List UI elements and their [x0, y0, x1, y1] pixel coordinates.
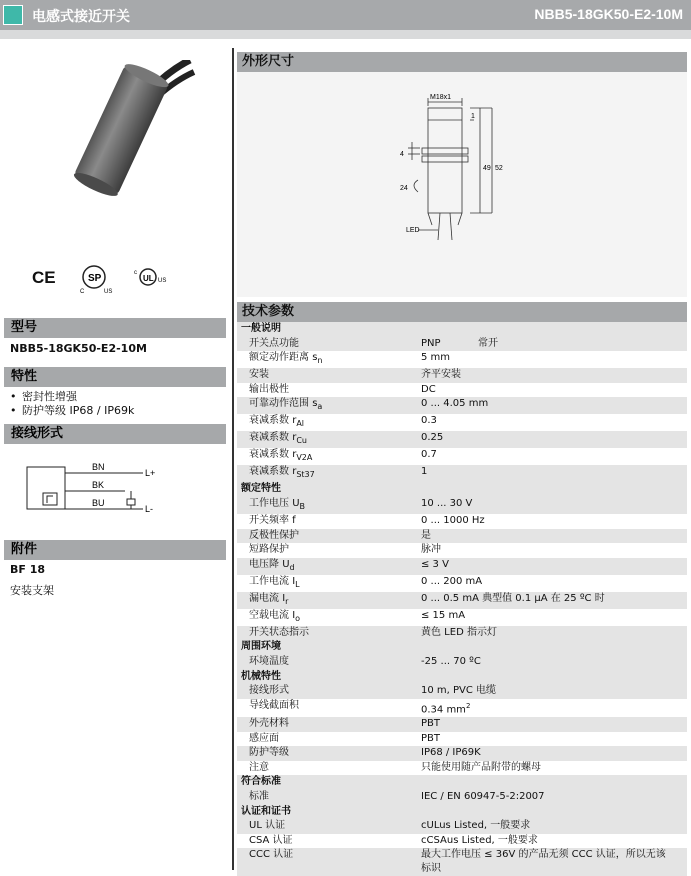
spec-row: [237, 761, 687, 776]
spec-value: [421, 732, 687, 747]
spec-key-text: 衰减系数: [249, 432, 289, 444]
spec-key-text: CCC 认证: [249, 849, 294, 861]
spec-table: [237, 322, 687, 876]
bu-label: BU: [92, 498, 105, 508]
spec-key: [237, 414, 421, 431]
brand-square-icon: [3, 5, 23, 25]
spec-value-text: 脉冲: [421, 544, 441, 556]
svg-text:c: c: [134, 270, 137, 276]
spec-value: [421, 414, 687, 431]
spec-symbol: r: [292, 432, 297, 444]
spec-key-text: 空载电流: [249, 609, 289, 621]
spec-key: [237, 351, 421, 368]
spec-symbol-sub: St37: [296, 470, 315, 480]
spec-row: [237, 819, 687, 834]
spec-key-text: 感应面: [249, 732, 279, 744]
spec-value: [421, 529, 687, 544]
spec-symbol-sub: d: [289, 562, 295, 572]
spec-key: [237, 497, 421, 514]
spec-symbol-sub: r: [285, 596, 289, 606]
spec-key-text: 注意: [249, 761, 269, 773]
spec-key-text: 反极性保护: [249, 529, 299, 541]
spec-group-row: [237, 482, 687, 497]
spec-value-text: 10 m, PVC 电缆: [421, 685, 497, 697]
spec-group-row: [237, 322, 687, 337]
spec-value: [421, 497, 687, 514]
spec-key: [237, 834, 421, 849]
spec-value-text: 10 ... 30 V: [421, 497, 473, 509]
spec-key: [237, 655, 421, 670]
bk-label: BK: [92, 480, 105, 490]
spec-key: [237, 790, 421, 805]
spec-row: [237, 609, 687, 626]
spec-value: [421, 834, 687, 849]
spec-value-text: PBT: [421, 732, 440, 744]
spec-value-text: IP68 / IP69K: [421, 747, 481, 759]
accessory-name: BF 18: [10, 563, 46, 576]
spec-group-row: [237, 775, 687, 790]
model-title: NBB5-18GK50-E2-10M: [534, 6, 683, 22]
spec-row: [237, 684, 687, 699]
model-value: NBB5-18GK50-E2-10M: [10, 342, 147, 355]
spec-key: [237, 609, 421, 626]
spec-group-label: 机械特性: [237, 670, 687, 685]
spec-symbol: r: [292, 466, 297, 478]
spec-row: [237, 790, 687, 805]
spec-symbol: U: [292, 497, 300, 509]
spec-row: [237, 626, 687, 641]
lminus-label: L-: [145, 504, 154, 514]
spec-value-text: cCSAus Listed, 一般要求: [421, 834, 538, 846]
spec-value-text: 0 ... 1000 Hz: [421, 514, 485, 526]
spec-key-text: 额定动作距离: [249, 352, 309, 364]
spec-symbol-sub: o: [295, 613, 301, 623]
spec-key-text: 短路保护: [249, 544, 289, 556]
spec-value-text: ≤ 3 V: [421, 558, 449, 570]
spec-symbol: s: [312, 398, 318, 410]
ul-mark-icon: [134, 266, 170, 288]
spec-value: [421, 819, 687, 834]
spec-row: [237, 431, 687, 448]
spec-row: [237, 699, 687, 717]
dimension-drawing: [380, 90, 510, 240]
spec-row: [237, 497, 687, 514]
spec-key-text: 工作电流: [249, 575, 289, 587]
spec-value-text: PNP: [421, 337, 441, 349]
spec-value: [421, 383, 687, 398]
svg-text:US: US: [104, 289, 113, 294]
spec-value: [421, 761, 687, 776]
spec-row: [237, 834, 687, 849]
spec-value-line2: 标识: [421, 863, 441, 875]
spec-key: [237, 337, 421, 352]
spec-key-text: 开关状态指示: [249, 626, 309, 638]
spec-value: [421, 397, 687, 414]
spec-value-text: cULus Listed, 一般要求: [421, 820, 531, 832]
spec-row: [237, 543, 687, 558]
spec-key: [237, 819, 421, 834]
spec-key-text: 安装: [249, 369, 269, 381]
wiring-diagram: [25, 455, 175, 520]
spec-row: [237, 746, 687, 761]
spec-row: [237, 351, 687, 368]
spec-value: [421, 699, 687, 717]
spec-symbol-sub: a: [317, 402, 323, 412]
spec-row: [237, 414, 687, 431]
spec-value: [421, 592, 687, 609]
spec-key: [237, 848, 421, 876]
spec-symbol: U: [282, 558, 290, 570]
spec-group-label: 一般说明: [237, 322, 687, 337]
spec-row: [237, 558, 687, 575]
spec-group-label: 额定特性: [237, 482, 687, 497]
spec-row: [237, 848, 687, 876]
spec-value: [421, 717, 687, 732]
lplus-label: L+: [145, 468, 156, 478]
spec-key-text: 防护等级: [249, 747, 289, 759]
dim-4-label: 4: [400, 151, 404, 158]
spec-row: [237, 717, 687, 732]
ce-mark-icon: CE: [32, 268, 56, 287]
spec-value-text: PBT: [421, 718, 440, 730]
spec-symbol-sub: V2A: [296, 453, 313, 463]
spec-symbol-sub: n: [317, 356, 323, 366]
spec-group-row: [237, 805, 687, 820]
spec-value-text: 最大工作电压 ≤ 36V 的产品无须 CCC 认证，所以无该: [421, 849, 666, 861]
column-divider: [232, 48, 234, 870]
spec-symbol: r: [292, 449, 297, 461]
spec-symbol: r: [292, 415, 297, 427]
spec-key: [237, 529, 421, 544]
dim-24-label: 24: [400, 185, 408, 192]
spec-value: [421, 848, 687, 876]
spec-row: [237, 448, 687, 465]
spec-row: [237, 337, 687, 352]
dim-52-label: 52: [495, 165, 503, 172]
spec-key: [237, 397, 421, 414]
spec-key-text: 衰减系数: [249, 415, 289, 427]
accessory-desc: 安装支架: [10, 584, 54, 597]
spec-key: [237, 558, 421, 575]
wiring-section-header: 接线形式: [4, 424, 226, 444]
spec-key: [237, 448, 421, 465]
spec-value: [421, 609, 687, 626]
spec-value: [421, 431, 687, 448]
spec-symbol: I: [292, 575, 296, 587]
feature-item: • 密封性增强: [10, 390, 77, 403]
spec-group-label: 周围环境: [237, 640, 687, 655]
spec-key-text: 工作电压: [249, 497, 289, 509]
spec-value-text: DC: [421, 383, 436, 395]
dim-m18-label: M18x1: [430, 94, 452, 101]
spec-value-text: -25 ... 70 ºC: [421, 655, 481, 667]
spec-value: [421, 684, 687, 699]
spec-symbol: I: [282, 592, 286, 604]
spec-value-text: 是: [421, 529, 431, 541]
spec-key: [237, 368, 421, 383]
feature-item: • 防护等级 IP68 / IP69k: [10, 404, 135, 417]
features-section-header: 特性: [4, 367, 226, 387]
bn-label: BN: [92, 462, 105, 472]
spec-value: [421, 575, 687, 592]
svg-text:UL: UL: [143, 274, 154, 283]
spec-value-text: 0 ... 0.5 mA 典型值 0.1 µA 在 25 ºC 时: [421, 592, 605, 604]
spec-key: [237, 746, 421, 761]
spec-value-text: 黄色 LED 指示灯: [421, 626, 497, 638]
spec-value-text: 0 ... 200 mA: [421, 575, 483, 587]
spec-symbol: s: [312, 352, 318, 364]
spec-key: [237, 431, 421, 448]
spec-key: [237, 592, 421, 609]
spec-key: [237, 383, 421, 398]
spec-value-text: IEC / EN 60947-5-2:2007: [421, 791, 545, 803]
spec-value-text: 齐平安装: [421, 369, 461, 381]
spec-key-text: 电压降: [249, 558, 279, 570]
spec-group-label: 符合标准: [237, 775, 687, 790]
tech-section-header: 技术参数: [237, 302, 687, 322]
spec-group-label: 认证和证书: [237, 805, 687, 820]
spec-value: [421, 790, 687, 805]
spec-key: [237, 543, 421, 558]
spec-value: [421, 746, 687, 761]
model-section-header: 型号: [4, 318, 226, 338]
spec-key: [237, 717, 421, 732]
spec-key-text: 衰减系数: [249, 449, 289, 461]
spec-value: [421, 514, 687, 529]
spec-row: [237, 397, 687, 414]
spec-key-text: 开关频率 f: [249, 514, 296, 526]
spec-value-sup: 2: [465, 701, 471, 710]
dim-49-label: 49: [483, 165, 491, 172]
spec-symbol-sub: Al: [296, 419, 305, 429]
spec-symbol: I: [292, 609, 296, 621]
spec-row: [237, 368, 687, 383]
spec-symbol-sub: B: [299, 501, 306, 511]
spec-value: [421, 448, 687, 465]
spec-row: [237, 592, 687, 609]
spec-key-text: 漏电流: [249, 592, 279, 604]
spec-key-text: CSA 认证: [249, 834, 293, 846]
spec-value-text: ≤ 15 mA: [421, 609, 466, 621]
spec-row: [237, 465, 687, 482]
spec-value-text: 0.34 mm: [421, 704, 466, 716]
spec-key: [237, 699, 421, 717]
spec-value-text: 0.3: [421, 415, 437, 427]
spec-key: [237, 465, 421, 482]
spec-value: [421, 655, 687, 670]
spec-key-text: 开关点功能: [249, 337, 299, 349]
spec-key-text: 可靠动作范围: [249, 398, 309, 410]
spec-row: [237, 383, 687, 398]
spec-row: [237, 514, 687, 529]
spec-key-text: 衰减系数: [249, 466, 289, 478]
dim-1-label: 1: [471, 113, 475, 120]
spec-key: [237, 514, 421, 529]
svg-text:US: US: [158, 278, 167, 284]
spec-symbol-sub: Cu: [296, 436, 307, 446]
page-title: 电感式接近开关: [32, 9, 130, 25]
header-strip: [0, 30, 691, 39]
dim-led-label: LED: [406, 227, 420, 234]
spec-key-text: 接线形式: [249, 685, 289, 697]
spec-value-text: 只能使用随产品附带的螺母: [421, 761, 541, 773]
svg-text:C: C: [80, 289, 85, 294]
dimensions-section-header: 外形尺寸: [237, 52, 687, 72]
spec-key-text: UL 认证: [249, 820, 286, 832]
spec-value-text: 0.7: [421, 449, 437, 461]
spec-value: [421, 351, 687, 368]
spec-group-row: [237, 670, 687, 685]
spec-value: [421, 337, 687, 352]
spec-value-extra: 常开: [478, 337, 498, 349]
spec-key: [237, 761, 421, 776]
spec-row: [237, 655, 687, 670]
spec-key: [237, 684, 421, 699]
spec-value-text: 1: [421, 466, 428, 478]
spec-row: [237, 732, 687, 747]
spec-row: [237, 575, 687, 592]
accessories-section-header: 附件: [4, 540, 226, 560]
spec-value-text: 0.25: [421, 432, 444, 444]
spec-key-text: 标准: [249, 791, 269, 803]
title-bar: [0, 0, 691, 30]
spec-value-text: 0 ... 4.05 mm: [421, 398, 489, 410]
spec-key: [237, 575, 421, 592]
spec-value: [421, 465, 687, 482]
spec-key: [237, 732, 421, 747]
spec-value: [421, 626, 687, 641]
spec-value-text: 5 mm: [421, 352, 451, 364]
spec-key: [237, 626, 421, 641]
spec-value: [421, 368, 687, 383]
svg-text:SP: SP: [88, 273, 102, 284]
spec-key-text: 导线截面积: [249, 699, 299, 711]
spec-value: [421, 558, 687, 575]
product-image: [40, 60, 200, 210]
spec-group-row: [237, 640, 687, 655]
spec-row: [237, 529, 687, 544]
spec-key-text: 输出极性: [249, 383, 289, 395]
csa-mark-icon: [80, 264, 116, 294]
spec-symbol-sub: L: [295, 579, 300, 589]
spec-value: [421, 543, 687, 558]
spec-key-text: 环境温度: [249, 655, 289, 667]
spec-key-text: 外壳材料: [249, 718, 289, 730]
